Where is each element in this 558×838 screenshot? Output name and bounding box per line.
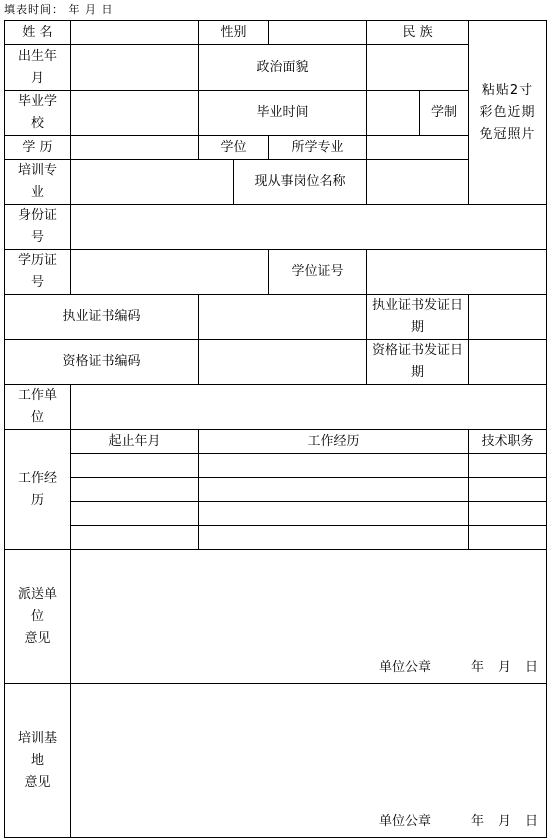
grad-time-label: 毕业时间 (199, 91, 367, 136)
grad-school-field[interactable] (71, 91, 199, 136)
id-label (5, 205, 71, 250)
political-field[interactable] (367, 45, 469, 91)
current-position-label: 现从事岗位名称 (234, 160, 367, 205)
photo-note-2: 彩色近期 (479, 104, 536, 120)
practice-cert-date-field[interactable] (469, 295, 547, 340)
id-field[interactable] (71, 205, 547, 250)
period-cell[interactable] (71, 502, 199, 526)
table-row (5, 526, 547, 550)
degree-cert-field[interactable] (367, 250, 547, 295)
dispatch-label-line1: 派送单 (17, 586, 57, 602)
gender-label: 性别 (199, 21, 269, 45)
ethnicity-label: 民 族 (367, 21, 469, 45)
birth-label (5, 45, 71, 91)
birth-label-line2: 月 (30, 70, 44, 86)
base-label-line1: 培训基 (17, 730, 57, 746)
qual-cert-date-label: 资格证书发证日期 (367, 340, 469, 385)
title-cell[interactable] (469, 502, 547, 526)
grad-school-label-line2: 校 (30, 116, 44, 131)
degree-cert-label: 学位证号 (269, 250, 367, 295)
base-label (5, 684, 71, 838)
base-label-line2: 地 (30, 752, 44, 768)
work-exp-label-line1: 工作经 (17, 470, 57, 486)
name-field[interactable] (71, 21, 199, 45)
photo-note-3: 免冠照片 (479, 126, 536, 142)
training-major-field[interactable] (71, 160, 234, 205)
practice-cert-no-field[interactable] (199, 295, 367, 340)
period-cell[interactable] (71, 478, 199, 502)
base-seal-line (379, 811, 538, 833)
dispatch-month: 月 (498, 659, 512, 675)
title-cell[interactable] (469, 478, 547, 502)
dispatch-opinion-field[interactable] (71, 550, 547, 684)
current-position-field[interactable] (367, 160, 469, 205)
gender-field[interactable] (269, 21, 367, 45)
grad-school-label-line1: 毕业学 (17, 94, 57, 109)
base-label-line3: 意见 (24, 774, 51, 790)
work-exp-label (5, 430, 71, 550)
experience-cell[interactable] (199, 526, 469, 550)
edu-cert-field[interactable] (71, 250, 269, 295)
base-opinion-field[interactable] (71, 684, 547, 838)
col-period: 起止年月 (71, 430, 199, 454)
work-exp-label-line2: 历 (30, 492, 44, 508)
practice-cert-date-label: 执业证书发证日期 (367, 295, 469, 340)
qual-cert-no-field[interactable] (199, 340, 367, 385)
qual-cert-date-field[interactable] (469, 340, 547, 385)
dispatch-label-line2: 位 (30, 608, 44, 624)
birth-field[interactable] (71, 45, 199, 91)
col-title: 技术职务 (469, 430, 547, 454)
photo-cell[interactable] (469, 21, 547, 205)
education-field[interactable] (71, 136, 199, 160)
dispatch-label-line3: 意见 (24, 630, 51, 646)
col-experience: 工作经历 (199, 430, 469, 454)
table-row (5, 454, 547, 478)
training-major-label-line1: 培训专 (17, 163, 57, 178)
id-label-line1: 身份证 (17, 208, 57, 223)
education-label: 学 历 (5, 136, 71, 160)
id-label-line2: 号 (30, 230, 44, 245)
base-seal-label: 单位公章 (378, 813, 431, 829)
period-cell[interactable] (71, 526, 199, 550)
practice-cert-no-label: 执业证书编码 (5, 295, 199, 340)
employer-label-line2: 位 (30, 410, 44, 425)
dispatch-seal-label: 单位公章 (378, 659, 431, 675)
grad-time-field[interactable] (367, 91, 420, 136)
edu-cert-label-line1: 学历证 (17, 253, 57, 268)
registration-form (4, 20, 547, 838)
fill-date: 填表时间： 年 月 日 (4, 3, 114, 16)
dispatch-day: 日 (525, 659, 539, 675)
base-month: 月 (498, 813, 512, 829)
base-day: 日 (525, 813, 539, 829)
qual-cert-no-label: 资格证书编码 (5, 340, 199, 385)
experience-cell[interactable] (199, 454, 469, 478)
dispatch-seal-line (379, 657, 538, 679)
degree-label: 学位 (199, 136, 269, 160)
name-label: 姓 名 (5, 21, 71, 45)
edu-cert-label-line2: 号 (30, 275, 44, 290)
dispatch-year: 年 (470, 659, 484, 675)
experience-cell[interactable] (199, 478, 469, 502)
experience-cell[interactable] (199, 502, 469, 526)
title-cell[interactable] (469, 454, 547, 478)
employer-label (5, 385, 71, 430)
training-major-label (5, 160, 71, 205)
title-cell[interactable] (469, 526, 547, 550)
table-row (5, 478, 547, 502)
base-year: 年 (470, 813, 484, 829)
photo-note-1: 粘贴2寸 (481, 82, 534, 98)
major-label: 所学专业 (269, 136, 367, 160)
period-cell[interactable] (71, 454, 199, 478)
edu-cert-label (5, 250, 71, 295)
political-label: 政治面貌 (199, 45, 367, 91)
birth-label-line1: 出生年 (17, 48, 57, 64)
dispatch-label (5, 550, 71, 684)
employer-field[interactable] (71, 385, 547, 430)
table-row (5, 502, 547, 526)
grad-school-label (5, 91, 71, 136)
employer-label-line1: 工作单 (17, 388, 57, 403)
study-length-label: 学制 (420, 91, 469, 136)
major-field[interactable] (367, 136, 469, 160)
training-major-label-line2: 业 (30, 185, 44, 200)
